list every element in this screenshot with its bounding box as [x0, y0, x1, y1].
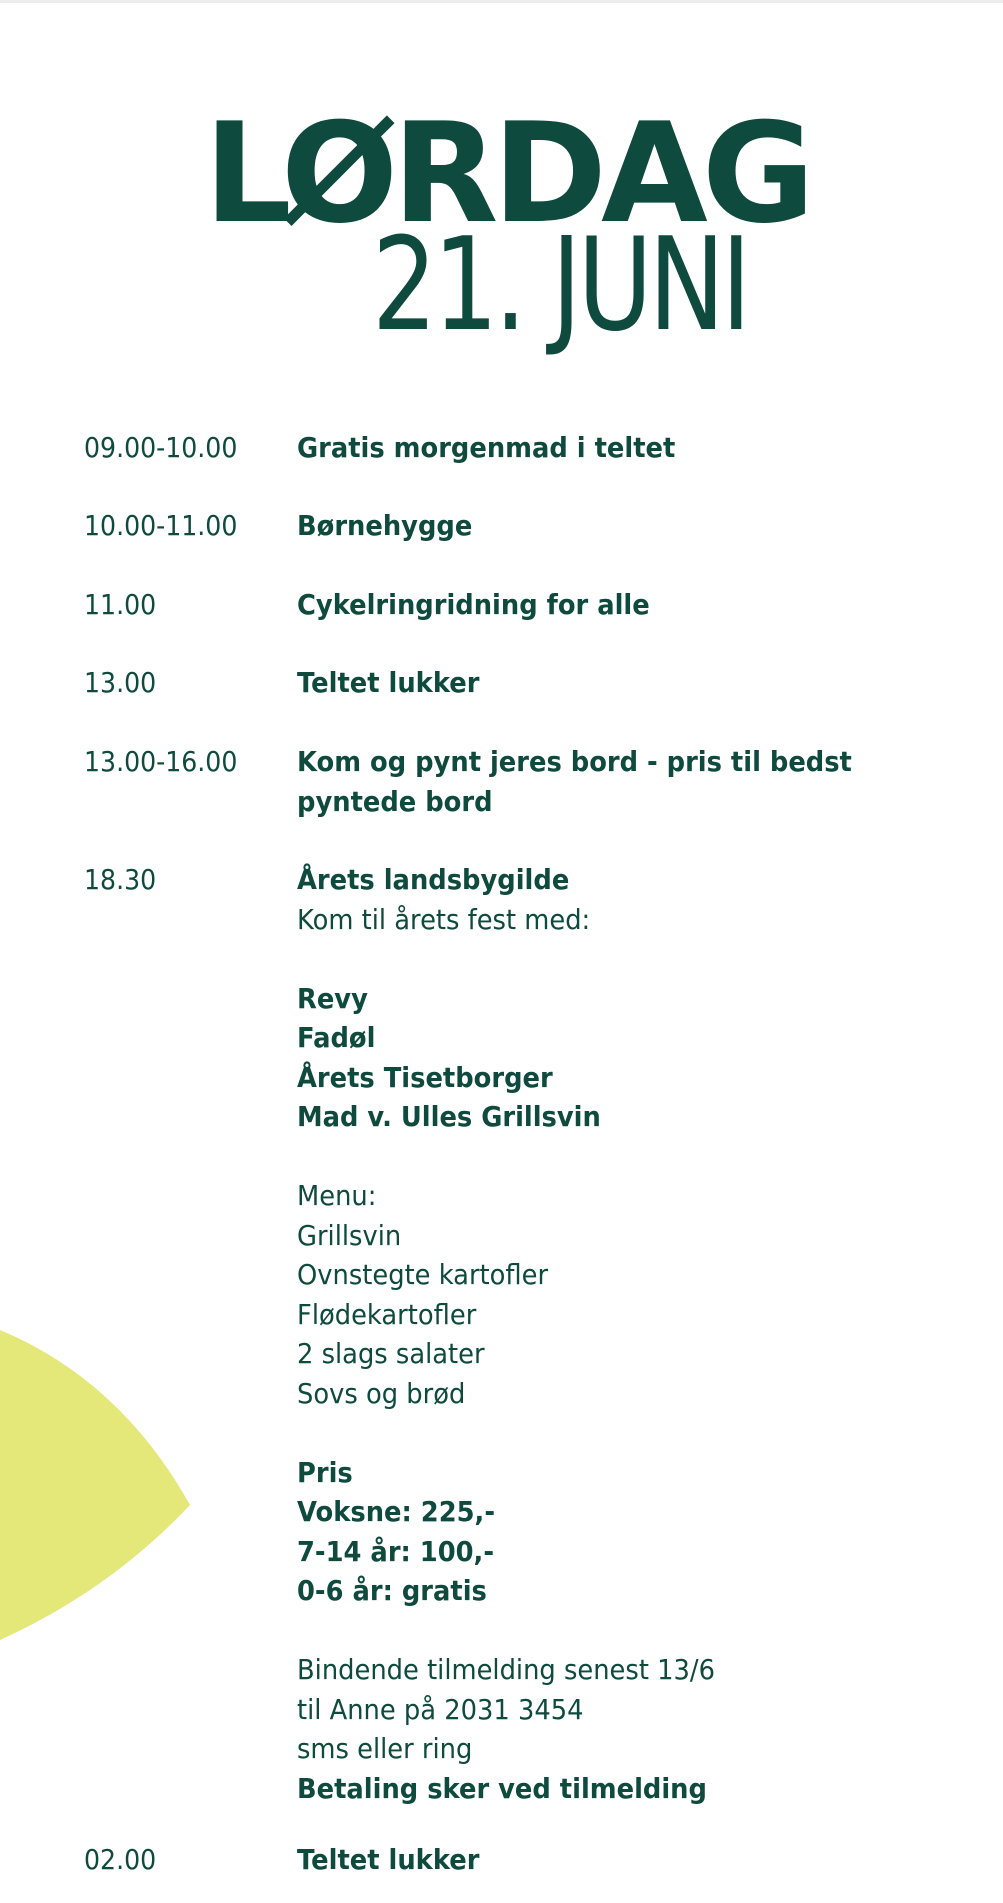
price-item: 0-6 år: gratis: [297, 1574, 487, 1607]
menu-item: Sovs og brød: [297, 1376, 466, 1410]
menu-item: Flødekartofler: [297, 1297, 477, 1331]
schedule-item-subtitle: Kom til årets fest med:: [297, 902, 591, 936]
highlight-item: Mad v. Ulles Grillsvin: [297, 1100, 601, 1133]
signup-text: sms eller ring: [297, 1732, 473, 1765]
schedule-time: 11.00: [84, 588, 157, 621]
highlight-item: Årets Tisetborger: [297, 1060, 553, 1094]
highlight-item: Fadøl: [297, 1021, 376, 1054]
page-title-date: 21. JUNI: [372, 211, 748, 360]
schedule-item: [297, 663, 977, 703]
menu-label: Menu:: [297, 1179, 377, 1212]
schedule-item-title: Kom og pynt jeres bord - pris til bedst: [297, 745, 852, 778]
page-title-day: LØRDAG: [203, 93, 810, 254]
schedule-time: 09.00-10.00: [84, 431, 238, 464]
price-label: Pris: [297, 1455, 353, 1489]
schedule-item-title: Årets landsbygilde: [297, 863, 570, 896]
schedule-item-landsbygilde: [297, 860, 977, 1808]
schedule-item-title: Gratis morgenmad i teltet: [297, 431, 676, 464]
schedule-time: 13.00: [84, 666, 157, 699]
price-item: Voksne: 225,-: [297, 1495, 496, 1528]
schedule-item: [297, 585, 977, 625]
highlight-item: Revy: [297, 981, 368, 1015]
schedule-item-title: Teltet lukker: [297, 1843, 480, 1876]
schedule-item: [297, 742, 977, 821]
schedule-time: 13.00-16.00: [84, 745, 238, 778]
menu-item: Grillsvin: [297, 1218, 402, 1252]
signup-text: Bindende tilmelding senest 13/6: [297, 1653, 715, 1686]
schedule-time: 18.30: [84, 863, 157, 896]
schedule-item: [297, 1840, 977, 1880]
schedule-item-title: Cykelringridning for alle: [297, 588, 650, 621]
menu-item: 2 slags salater: [297, 1337, 485, 1370]
schedule-item: [297, 428, 977, 468]
price-item: 7-14 år: 100,-: [297, 1534, 495, 1568]
schedule-time: 10.00-11.00: [84, 509, 238, 542]
schedule-item-title: Teltet lukker: [297, 666, 480, 699]
schedule-item: [297, 506, 977, 546]
payment-note: Betaling sker ved tilmelding: [297, 1771, 707, 1805]
signup-text: til Anne på 2031 3454: [297, 1692, 584, 1726]
schedule-item-title-cont: pyntede bord: [297, 784, 493, 818]
schedule-time: 02.00: [84, 1843, 157, 1876]
schedule-item-title: Børnehygge: [297, 509, 473, 542]
menu-item: Ovnstegte kartofler: [297, 1258, 549, 1291]
